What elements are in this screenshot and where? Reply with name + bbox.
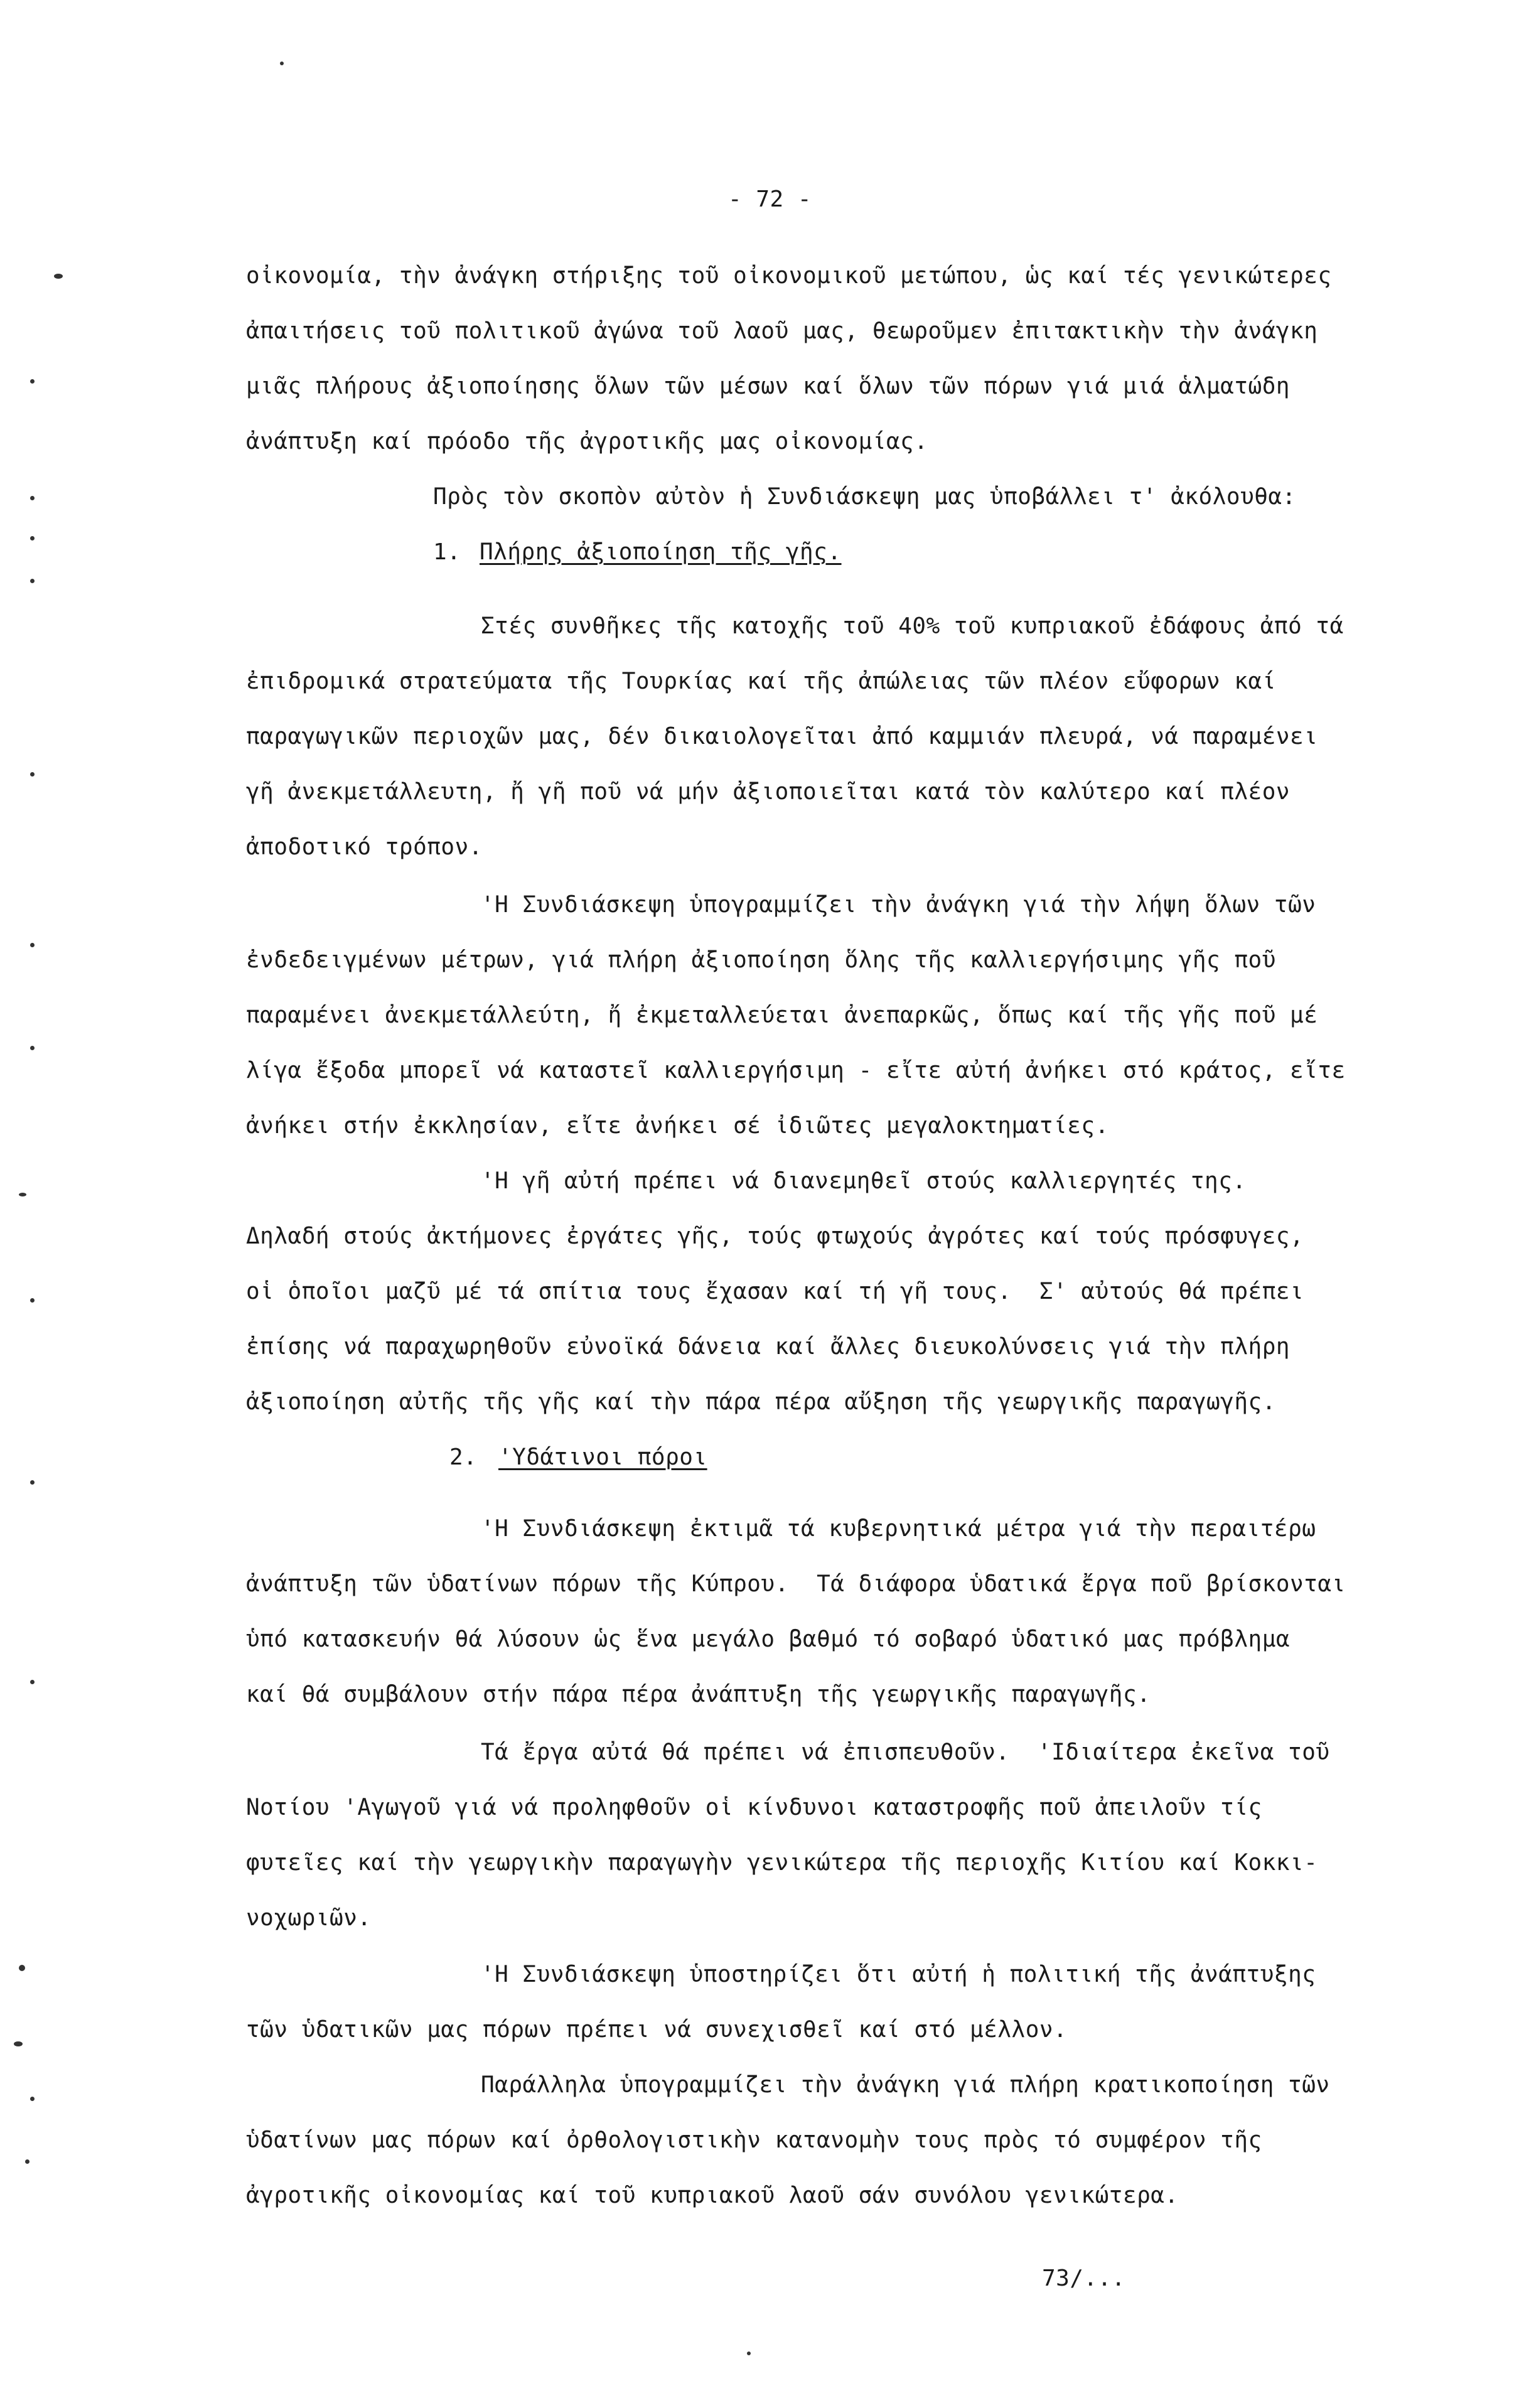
page-number: - 72 - <box>728 186 812 212</box>
text-line: 'Η γῆ αὐτή πρέπει νά διανεμηθεῖ στούς καλλιεργητές της. <box>481 1168 1247 1194</box>
text-line: οἱ ὁποῖοι μαζῦ μέ τά σπίτια τους ἔχασαν καί τή γῆ τους. Σ' αὐτούς θά πρέπει <box>246 1279 1304 1304</box>
text-line: ἐνδεδειγμένων μέτρων, γιά πλήρη ἀξιοποίηση ὅλης τῆς καλλιεργήσιμης γῆς ποῦ <box>246 947 1276 973</box>
text-line: φυτεῖες καί τὴν γεωργικὴν παραγωγὴν γενικώτερα τῆς περιοχῆς Κιτίου καί Κοκκι- <box>246 1850 1318 1876</box>
text-line: ὑδατίνων μας πόρων καί ὀρθολογιστικὴν κατανομὴν τους πρὸς τό συμφέρον τῆς <box>246 2127 1262 2153</box>
scan-speck <box>30 496 35 500</box>
scan-speck <box>30 772 35 777</box>
text-line: ἀνάπτυξη τῶν ὑδατίνων πόρων τῆς Κύπρου. Τά διάφορα ὑδατικά ἔργα ποῦ βρίσκονται <box>246 1571 1346 1597</box>
scan-speck <box>30 1046 35 1050</box>
section-heading: Πλήρης ἀξιοποίηση τῆς γῆς. <box>480 539 842 565</box>
scan-speck <box>30 379 35 384</box>
text-line: ἀνάπτυξη καί πρόοδο τῆς ἀγροτικῆς μας οἰκονομίας. <box>246 429 928 454</box>
scan-speck <box>30 579 35 583</box>
scan-speck <box>25 2159 30 2164</box>
text-line: ἀπαιτήσεις τοῦ πολιτικοῦ ἀγώνα τοῦ λαοῦ μας, θεωροῦμεν ἐπιτακτικὴν τὴν ἀνάγκη <box>246 318 1318 344</box>
text-line: Δηλαδή στούς ἀκτήμονες ἐργάτες γῆς, τούς φτωχούς ἀγρότες καί τούς πρόσφυγες, <box>246 1223 1304 1249</box>
text-line: 'Η Συνδιάσκεψη ἐκτιμᾶ τά κυβερνητικά μέτρα γιά τὴν περαιτέρω <box>481 1516 1316 1542</box>
text-line: οἰκονομία, τὴν ἀνάγκη στήριξης τοῦ οἰκονομικοῦ μετώπου, ὡς καί τές γενικώτερες <box>246 263 1332 289</box>
scan-speck <box>30 1298 35 1303</box>
text-line: 'Η Συνδιάσκεψη ὑποστηρίζει ὅτι αὐτή ἡ πολιτική τῆς ἀνάπτυξης <box>481 1962 1316 1987</box>
scan-speck <box>30 536 35 540</box>
text-line: καί θά συμβάλουν στήν πάρα πέρα ἀνάπτυξη τῆς γεωργικῆς παραγωγῆς. <box>246 1682 1151 1707</box>
text-line: ὑπό κατασκευήν θά λύσουν ὡς ἕνα μεγάλο βαθμό τό σοβαρό ὑδατικό μας πρόβλημα <box>246 1626 1291 1652</box>
scan-speck <box>30 2097 35 2101</box>
scan-speck <box>19 1193 26 1196</box>
text-line: νοχωριῶν. <box>246 1905 372 1931</box>
text-line: μιᾶς πλήρους ἀξιοποίησης ὅλων τῶν μέσων καί ὅλων τῶν πόρων γιά μιά ἁλματώδη <box>246 374 1291 399</box>
text-line: 'Η Συνδιάσκεψη ὑπογραμμίζει τὴν ἀνάγκη γιά τὴν λήψη ὅλων τῶν <box>481 892 1316 918</box>
text-line: γῆ ἀνεκμετάλλευτη, ἤ γῆ ποῦ νά μήν ἀξιοποιεῖται κατά τὸν καλύτερο καί πλέον <box>246 779 1291 805</box>
text-line: Νοτίου 'Αγωγοῦ γιά νά προληφθοῦν οἱ κίνδυνοι καταστροφῆς ποῦ ἀπειλοῦν τίς <box>246 1795 1262 1820</box>
text-line: Στές συνθῆκες τῆς κατοχῆς τοῦ 40% τοῦ κυπριακοῦ ἐδάφους ἀπό τά <box>481 613 1344 639</box>
text-line: ἀξιοποίηση αὐτῆς τῆς γῆς καί τὴν πάρα πέρα αὔξηση τῆς γεωργικῆς παραγωγῆς. <box>246 1389 1276 1415</box>
scan-speck <box>747 2352 751 2355</box>
text-line: Πρὸς τὸν σκοπὸν αὐτὸν ἡ Συνδιάσκεψη μας ὑποβάλλει τ' ἀκόλουθα: <box>433 484 1296 510</box>
scan-speck <box>19 1965 25 1971</box>
text-line: λίγα ἔξοδα μπορεῖ νά καταστεῖ καλλιεργήσιμη - εἴτε αὐτή ἀνήκει στό κράτος, εἴτε <box>246 1058 1346 1083</box>
text-line: ἀποδοτικό τρόπον. <box>246 834 483 860</box>
scan-speck <box>14 2041 23 2046</box>
continuation-marker: 73/... <box>1042 2266 1126 2291</box>
scan-speck <box>30 943 35 947</box>
section-number: 2. <box>449 1444 478 1470</box>
text-line: παραγωγικῶν περιοχῶν μας, δέν δικαιολογεῖται ἀπό καμμιάν πλευρά, νά παραμένει <box>246 724 1318 750</box>
text-line: παραμένει ἀνεκμετάλλεύτη, ἤ ἐκμεταλλεύεται ἀνεπαρκῶς, ὅπως καί τῆς γῆς ποῦ μέ <box>246 1002 1318 1028</box>
section-number: 1. <box>433 539 461 565</box>
text-line: ἀνήκει στήν ἐκκλησίαν, εἴτε ἀνήκει σέ ἰδιῶτες μεγαλοκτηματίες. <box>246 1113 1109 1139</box>
text-line: τῶν ὑδατικῶν μας πόρων πρέπει νά συνεχισθεῖ καί στό μέλλον. <box>246 2017 1068 2043</box>
text-line: ἀγροτικῆς οἰκονομίας καί τοῦ κυπριακοῦ λαοῦ σάν συνόλου γενικώτερα. <box>246 2183 1179 2208</box>
scan-speck <box>54 274 63 279</box>
text-line: ἐπίσης νά παραχωρηθοῦν εὐνοϊκά δάνεια καί ἄλλες διευκολύνσεις γιά τὴν πλήρη <box>246 1334 1291 1360</box>
text-line: ἐπιδρομικά στρατεύματα τῆς Τουρκίας καί τῆς ἀπώλειας τῶν πλέον εὔφορων καί <box>246 669 1276 694</box>
scan-speck <box>280 62 284 65</box>
text-line: Τά ἔργα αὐτά θά πρέπει νά ἐπισπευθοῦν. 'Ιδιαίτερα ἐκεῖνα τοῦ <box>481 1739 1330 1765</box>
scan-speck <box>30 1480 35 1485</box>
text-line: Παράλληλα ὑπογραμμίζει τὴν ἀνάγκη γιά πλήρη κρατικοποίηση τῶν <box>481 2072 1330 2098</box>
scan-speck <box>30 1680 35 1684</box>
section-heading: 'Υδάτινοι πόροι <box>498 1444 707 1470</box>
